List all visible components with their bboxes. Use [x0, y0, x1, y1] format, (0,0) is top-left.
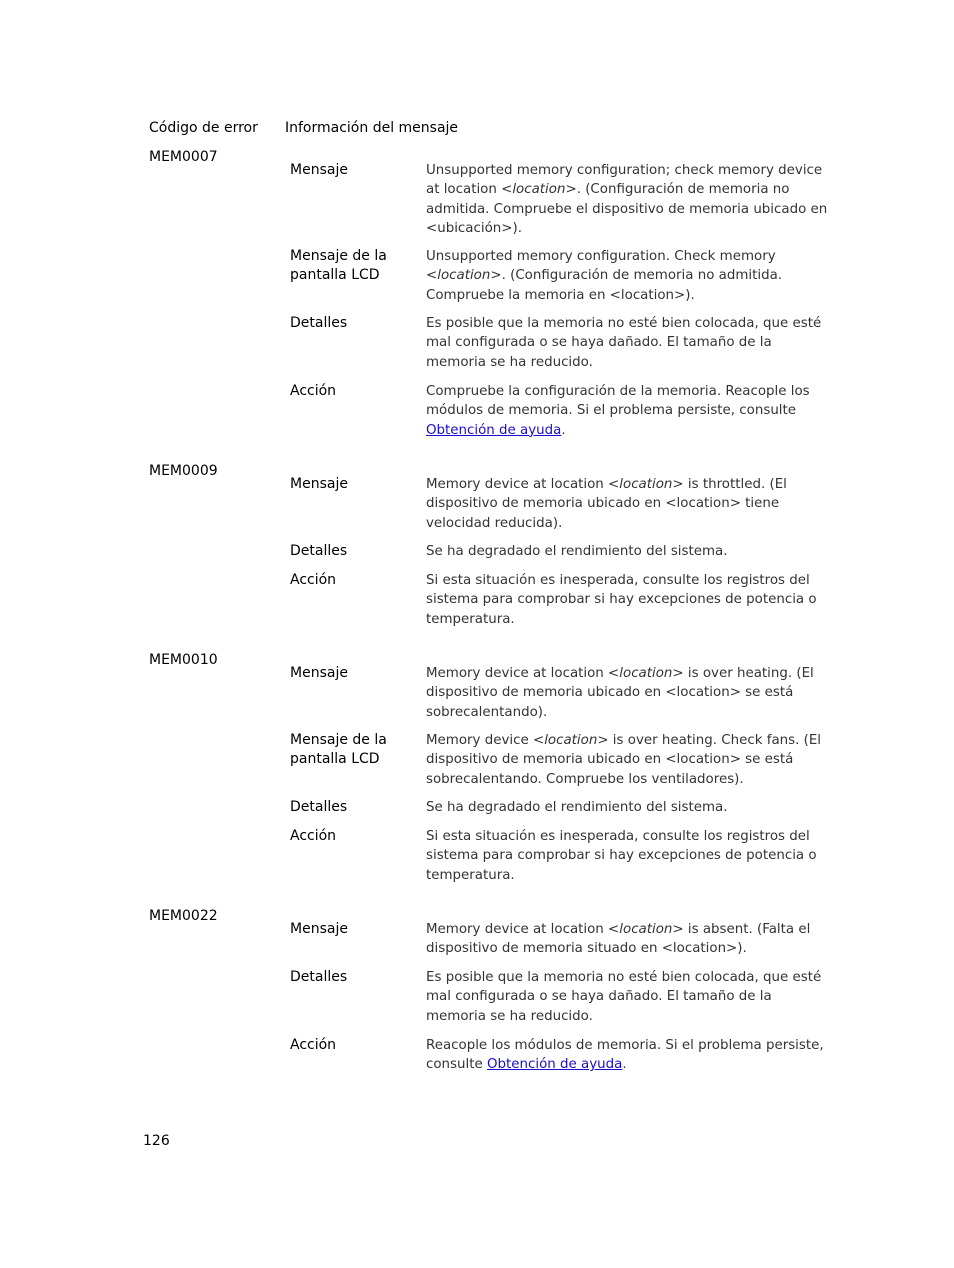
row-label: Mensaje de la pantalla LCD — [290, 732, 387, 768]
row-text: Memory device <location> is over heating. Check fans. (El dispositivo de memoria ubicado en <location> se está sobrecalentando. Compruebe los ventiladores). — [426, 733, 822, 787]
row-text: Se ha degradado el rendimiento del sistema. — [426, 544, 728, 559]
error-code: MEM0007 — [149, 149, 218, 165]
error-code: MEM0022 — [149, 908, 218, 924]
row-text: Memory device at location <location> is absent. (Falta el dispositivo de memoria situado en <location>). — [426, 922, 811, 957]
help-link[interactable]: Obtención de ayuda — [486, 1057, 623, 1073]
row-text: Es posible que la memoria no esté bien colocada, que esté mal configurada o se haya dañado. El tamaño de la memoria se ha reducido. — [426, 970, 822, 1024]
page-number: 126 — [143, 1133, 170, 1149]
row-label: Acción — [290, 572, 337, 588]
row-label: Detalles — [290, 315, 348, 331]
help-link[interactable]: Obtención de ayuda — [426, 422, 562, 438]
row-label: Mensaje — [290, 476, 348, 492]
row-label: Mensaje — [290, 921, 348, 937]
row-text: Unsupported memory configuration; check memory device at location <location>. (Configuración de memoria no admitida. Compruebe el dispositivo de memoria ubicado en <ubicación>). — [426, 163, 828, 236]
row-label: Mensaje — [290, 665, 348, 681]
row-label: Detalles — [290, 799, 348, 815]
row-label: Acción — [290, 1037, 337, 1053]
row-label: Detalles — [290, 543, 348, 559]
row-text: Unsupported memory configuration. Check memory <location>. (Configuración de memoria no admitida. Compruebe la memoria en <location>). — [426, 249, 783, 303]
column-header-error-code: Código de error — [149, 120, 258, 136]
error-code: MEM0010 — [149, 652, 218, 668]
row-label: Mensaje — [290, 162, 348, 178]
column-header-message-info: Información del mensaje — [285, 120, 459, 136]
row-label: Detalles — [290, 969, 348, 985]
row-text: Es posible que la memoria no esté bien colocada, que esté mal configurada o se haya dañado. El tamaño de la memoria se ha reducido. — [426, 316, 822, 370]
row-label: Mensaje de la pantalla LCD — [290, 248, 387, 284]
row-label: Acción — [290, 383, 337, 399]
row-text: Reacople los módulos de memoria. Si el problema persiste, consulte Obtención de ayuda. — [426, 1038, 824, 1073]
row-label: Acción — [290, 828, 337, 844]
row-text: Memory device at location <location> is over heating. (El dispositivo de memoria ubicado en <location> se está sobrecalentando). — [426, 666, 814, 720]
row-text: Si esta situación es inesperada, consulte los registros del sistema para comprobar si hay excepciones de potencia o temperatura. — [426, 829, 817, 883]
row-text: Se ha degradado el rendimiento del sistema. — [426, 800, 728, 815]
error-code: MEM0009 — [149, 463, 218, 479]
row-text: Si esta situación es inesperada, consulte los registros del sistema para comprobar si hay excepciones de potencia o temperatura. — [426, 573, 817, 627]
row-text: Compruebe la configuración de la memoria. Reacople los módulos de memoria. Si el problema persiste, consulte Obtención de ayuda. — [426, 384, 810, 438]
row-text: Memory device at location <location> is throttled. (El dispositivo de memoria ubicado en <location> tiene velocidad reducida). — [426, 477, 787, 531]
